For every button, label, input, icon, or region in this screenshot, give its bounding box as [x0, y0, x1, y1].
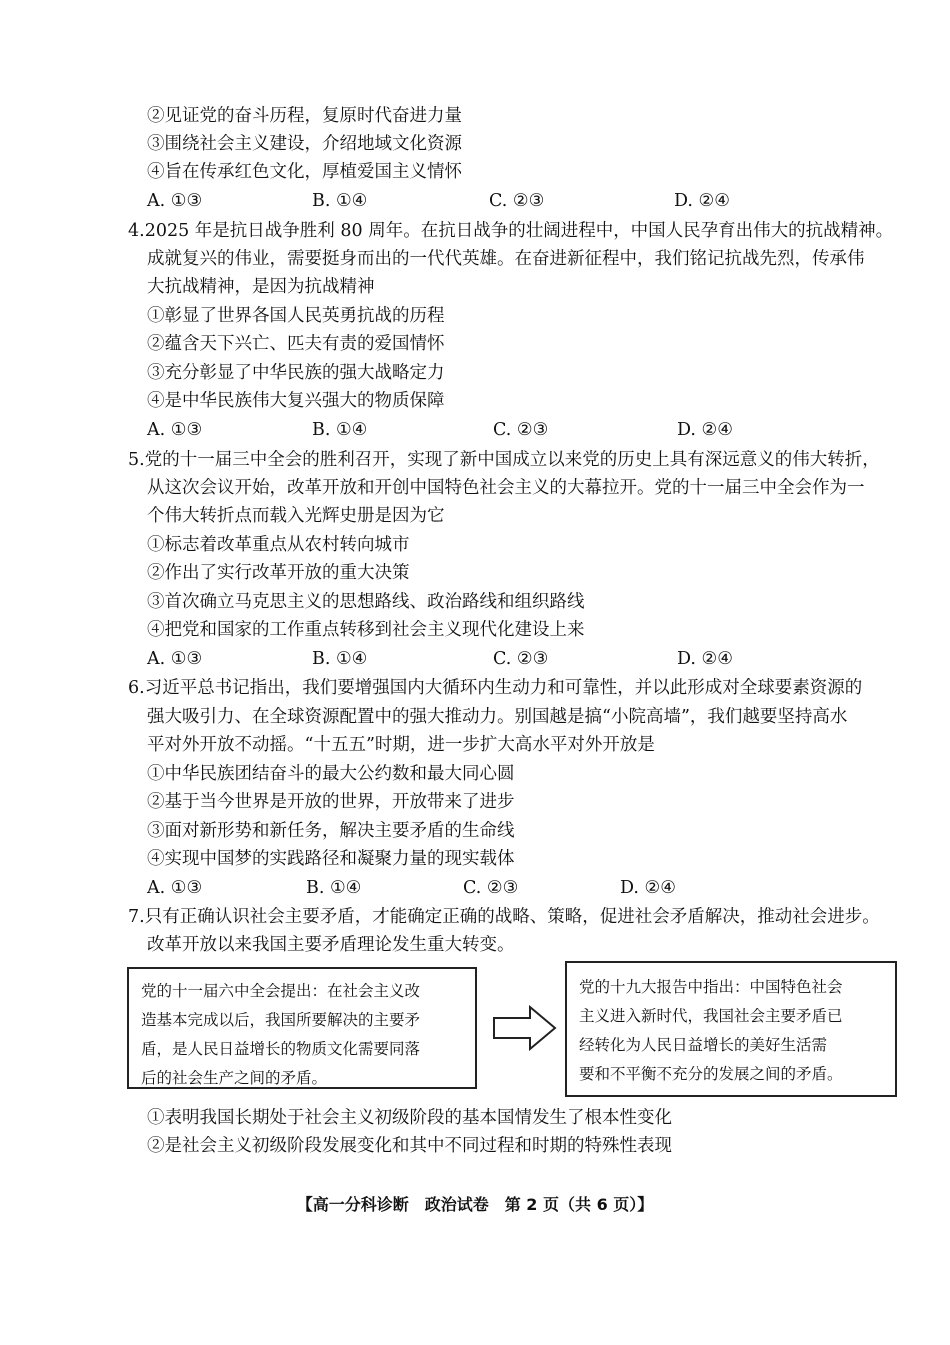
q3-option-c: C. ②③	[489, 191, 545, 211]
q5-stem-line-3: 个伟大转折点而载入光辉史册是因为它	[147, 506, 445, 526]
q3-option-a: A. ①③	[147, 191, 203, 211]
q6-item-2: ②基于当今世界是开放的世界，开放带来了进步	[147, 792, 515, 812]
q5-item-3: ③首次确立马克思主义的思想路线、政治路线和组织路线	[147, 592, 585, 612]
q6-stem-line-1: 6.习近平总书记指出，我们要增强国内大循环内生动力和可靠性，并以此形成对全球要素资源的	[128, 678, 863, 698]
q6-option-a: A. ①③	[147, 878, 203, 898]
q6-item-4: ④实现中国梦的实践路径和凝聚力量的现实载体	[147, 849, 515, 869]
right-arrow-icon	[492, 1004, 558, 1052]
q7-right-quote-line-3: 经转化为人民日益增长的美好生活需	[579, 1036, 828, 1054]
q5-item-4: ④把党和国家的工作重点转移到社会主义现代化建设上来	[147, 620, 585, 640]
q4-option-c: C. ②③	[493, 420, 549, 440]
q7-left-quote-line-1: 党的十一届六中全会提出：在社会主义改	[141, 982, 421, 1000]
q7-right-quote-line-2: 主义进入新时代，我国社会主要矛盾已	[579, 1007, 843, 1025]
q5-stem-line-1: 5.党的十一届三中全会的胜利召开，实现了新中国成立以来党的历史上具有深远意义的伟大转折，	[128, 450, 880, 470]
q4-item-4: ④是中华民族伟大复兴强大的物质保障	[147, 391, 445, 411]
q4-stem-line-2: 成就复兴的伟业，需要挺身而出的一代代英雄。在奋进新征程中，我们铭记抗战先烈，传承伟	[147, 249, 865, 269]
q4-item-2: ②蕴含天下兴亡、匹夫有责的爱国情怀	[147, 334, 445, 354]
q3-option-d: D. ②④	[674, 191, 730, 211]
q6-item-1: ①中华民族团结奋斗的最大公约数和最大同心圆	[147, 764, 515, 784]
q6-option-d: D. ②④	[620, 878, 676, 898]
q4-option-a: A. ①③	[147, 420, 203, 440]
q6-stem-line-2: 强大吸引力、在全球资源配置中的强大推动力。别国越是搞“小院高墙”，我们越要坚持高水	[147, 707, 848, 727]
q6-stem-line-3: 平对外开放不动摇。“十五五”时期，进一步扩大高水平对外开放是	[147, 735, 655, 755]
q5-option-c: C. ②③	[493, 649, 549, 669]
q7-right-quote-box	[565, 961, 897, 1097]
q7-left-quote-box	[127, 967, 477, 1089]
q7-left-quote-line-3: 盾，是人民日益增长的物质文化需要同落	[141, 1040, 421, 1058]
q7-left-quote-line-2: 造基本完成以后，我国所要解决的主要矛	[141, 1011, 421, 1029]
q3-item-3: ③围绕社会主义建设，介绍地域文化资源	[147, 134, 462, 154]
q6-option-c: C. ②③	[463, 878, 519, 898]
q7-right-quote-line-4: 要和不平衡不充分的发展之间的矛盾。	[579, 1065, 843, 1083]
q7-right-quote-line-1: 党的十九大报告中指出：中国特色社会	[579, 978, 843, 996]
q6-option-b: B. ①④	[306, 878, 362, 898]
q3-item-2: ②见证党的奋斗历程，复原时代奋进力量	[147, 106, 462, 126]
q7-stem-line-2: 改革开放以来我国主要矛盾理论发生重大转变。	[147, 935, 515, 955]
q7-item-1: ①表明我国长期处于社会主义初级阶段的基本国情发生了根本性变化	[147, 1108, 672, 1128]
page-footer: 【高一分科诊断 政治试卷 第 2 页（共 6 页）】	[296, 1195, 654, 1214]
q4-item-3: ③充分彰显了中华民族的强大战略定力	[147, 363, 445, 383]
q4-stem-line-1: 4.2025 年是抗日战争胜利 80 周年。在抗日战争的壮阔进程中，中国人民孕育出伟大的抗战精神。	[128, 221, 894, 241]
q4-option-d: D. ②④	[677, 420, 733, 440]
q7-item-2: ②是社会主义初级阶段发展变化和其中不同过程和时期的特殊性表现	[147, 1136, 672, 1156]
q5-item-2: ②作出了实行改革开放的重大决策	[147, 563, 410, 583]
q5-option-a: A. ①③	[147, 649, 203, 669]
q7-stem-line-1: 7.只有正确认识社会主要矛盾，才能确定正确的战略、策略，促进社会矛盾解决，推动社会进步。	[128, 907, 880, 927]
q5-stem-line-2: 从这次会议开始，改革开放和开创中国特色社会主义的大幕拉开。党的十一届三中全会作为一	[147, 478, 865, 498]
q4-stem-line-3: 大抗战精神，是因为抗战精神	[147, 277, 375, 297]
q5-option-d: D. ②④	[677, 649, 733, 669]
q7-left-quote-line-4: 后的社会生产之间的矛盾。	[141, 1069, 328, 1087]
q3-item-4: ④旨在传承红色文化，厚植爱国主义情怀	[147, 162, 462, 182]
q6-item-3: ③面对新形势和新任务，解决主要矛盾的生命线	[147, 821, 515, 841]
q3-option-b: B. ①④	[312, 191, 368, 211]
q5-item-1: ①标志着改革重点从农村转向城市	[147, 535, 410, 555]
q4-option-b: B. ①④	[312, 420, 368, 440]
q4-item-1: ①彰显了世界各国人民英勇抗战的历程	[147, 306, 445, 326]
q5-option-b: B. ①④	[312, 649, 368, 669]
